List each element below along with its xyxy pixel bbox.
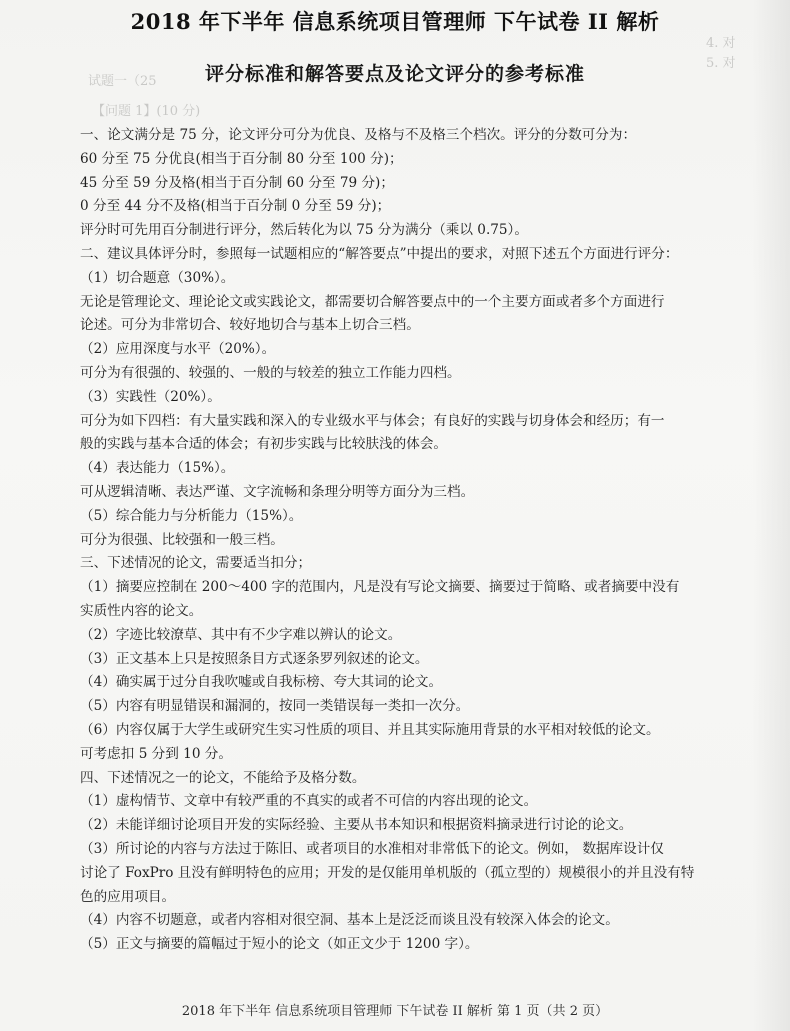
text-line: 一、论文满分是 75 分，论文评分可分为优良、及格与不及格三个档次。评分的分数可分为：	[80, 127, 637, 143]
document-title: 2018 年下半年 信息系统项目管理师 下午试卷 II 解析	[130, 9, 660, 34]
page-footer: 2018 年下半年 信息系统项目管理师 下午试卷 II 解析 第 1 页（共 2 页）	[181, 1004, 609, 1019]
text-line: 讨论了 FoxPro 且没有鲜明特色的应用；开发的是仅能用单机版的（孤立型的）规模很小的并且没有特	[80, 864, 695, 881]
text-line: 可考虑扣 5 分到 10 分。	[80, 745, 232, 762]
text-line: （3）正文基本上只是按照条目方式逐条罗列叙述的论文。	[80, 650, 429, 667]
text-line: 实质性内容的论文。	[80, 602, 203, 619]
text-line: （6）内容仅属于大学生或研究生实习性质的项目、并且其实际施用背景的水平相对较低的论文。	[80, 721, 660, 738]
text-line: 四、下述情况之一的论文，不能给予及格分数。	[80, 769, 366, 786]
text-line: 论述。可分为非常切合、较好地切合与基本上切合三档。	[80, 317, 420, 334]
text-line: 般的实践与基本合适的体会；有初步实践与比较肤浅的体会。	[80, 436, 448, 453]
text-line: 二、建议具体评分时，参照每一试题相应的“解答要点”中提出的要求，对照下述五个方面进行评分：	[80, 245, 679, 262]
text-line: （4）内容不切题意，或者内容相对很空洞、基本上是泛泛而谈且没有较深入体会的论文。	[80, 912, 619, 929]
text-line: 可分为如下四档：有大量实践和深入的专业级水平与体会；有良好的实践与切身体会和经历；有一	[80, 412, 665, 429]
text-line: 无论是管理论文、理论论文或实践论文，都需要切合解答要点中的一个主要方面或者多个方面进行	[80, 293, 665, 310]
text-line: （1）摘要应控制在 200～400 字的范围内，凡是没有写论文摘要、摘要过于简略、或者摘要中没有	[80, 579, 680, 596]
text-line: （5）正文与摘要的篇幅过于短小的论文（如正文少于 1200 字）。	[80, 936, 479, 953]
text-line: （2）未能详细讨论项目开发的实际经验、主要从书本知识和根据资料摘录进行讨论的论文。	[80, 817, 633, 834]
text-line: （3）所讨论的内容与方法过于陈旧、或者项目的水准相对非常低下的论文。例如， 数据库设计仅	[80, 840, 664, 857]
document-body	[80, 124, 760, 957]
text-line: 0 分至 44 分不及格(相当于百分制 0 分至 59 分)；	[80, 198, 391, 215]
text-line: （5）内容有明显错误和漏洞的，按同一类错误每一类扣一次分。	[80, 698, 470, 715]
text-line: 可分为有很强的、较强的、一般的与较差的独立工作能力四档。	[80, 364, 461, 381]
text-line: （4）表达能力（15%）。	[80, 460, 235, 477]
text-line: 可分为很强、比较强和一般三档。	[80, 531, 284, 548]
document-subtitle: 评分标准和解答要点及论文评分的参考标准	[204, 63, 585, 85]
text-line: 可从逻辑清晰、表达严谨、文字流畅和条理分明等方面分为三档。	[80, 483, 475, 500]
text-line: 色的应用项目。	[80, 888, 176, 905]
text-line: 45 分至 59 分及格(相当于百分制 60 分至 79 分)；	[80, 174, 394, 191]
bleed-through-text: 试题一（25	[88, 74, 157, 89]
text-line: （2）应用深度与水平（20%）。	[80, 341, 276, 358]
text-line: 三、下述情况的论文，需要适当扣分；	[80, 555, 312, 572]
text-line: （1）虚构情节、文章中有较严重的不真实的或者不可信的内容出现的论文。	[80, 793, 538, 810]
text-line: （5）综合能力与分析能力（15%）。	[80, 507, 303, 524]
text-line: （4）确实属于过分自我吹嘘或自我标榜、夸大其词的论文。	[80, 674, 443, 691]
text-line: （2）字迹比较潦草、其中有不少字难以辨认的论文。	[80, 626, 402, 643]
bleed-through-text: 4. 对	[706, 36, 736, 51]
text-line: 评分时可先用百分制进行评分，然后转化为以 75 分为满分（乘以 0.75）。	[80, 222, 528, 239]
text-line: （3）实践性（20%）。	[80, 388, 221, 405]
text-line: 60 分至 75 分优良(相当于百分制 80 分至 100 分)；	[80, 150, 403, 167]
text-line: （1）切合题意（30%）。	[80, 269, 235, 286]
bleed-through-text: 5. 对	[706, 56, 736, 71]
bleed-through-text: 【问题 1】(10 分)	[92, 104, 201, 119]
